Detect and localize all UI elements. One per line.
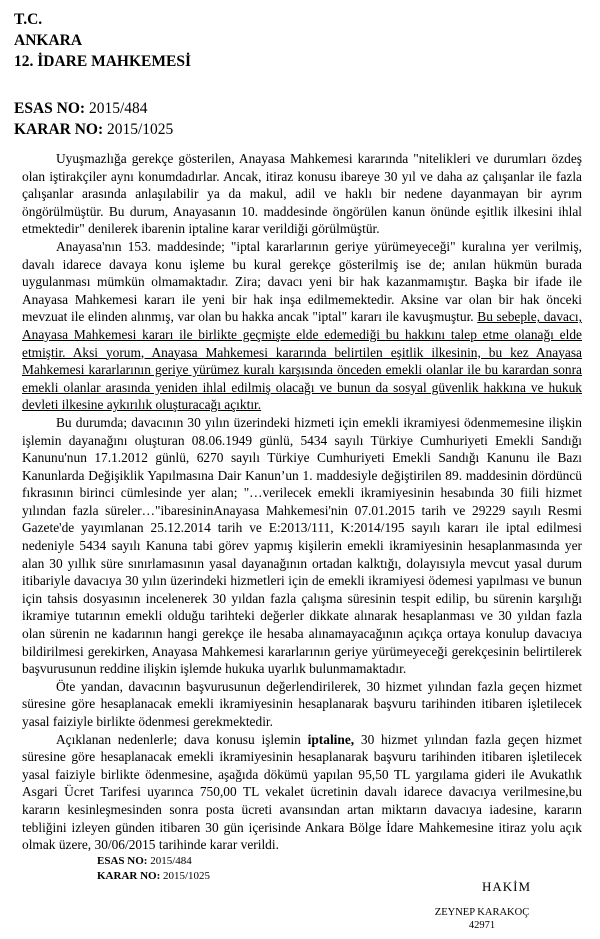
karar-label: KARAR NO: [14, 121, 104, 138]
decision-body [22, 150, 582, 854]
footer-esas-no [97, 854, 192, 868]
header-court: 12. İDARE MAHKEMESİ [14, 53, 191, 70]
judge-title: HAKİM [482, 879, 532, 894]
footer-esas-value: 2015/484 [150, 855, 192, 867]
paragraph-2-text: Anayasa'nın 153. maddesinde; "iptal kararlarının geriye yürümeyeceği" kuralına yer verilmiş, davalı idarece davaya konu işleme bu kural gerekçe gösterilmiş ise de; anılan hükmün burada uygulanması mümkün olmamaktadır. Zira; davacı yeni bir hak kazanmamıştır. Başka bir ifade ile Anayasa Mahkemesi kararı ile yeni bir hak inşa edilmemektedir. Aksine var olan bir hak önceki mevzuat ile elinden alınmış, var olan bu hakka ancak "iptal" kararı ile kavuşmuştur. [22, 238, 582, 325]
esas-label: ESAS NO: [14, 100, 86, 117]
paragraph-5 [22, 731, 582, 854]
paragraph-5-end: 30 hizmet yılından fazla geçen hizmet süresine göre hesaplanacak emekli ikramiyesinin hesaplanarak başvuru tarihinden itibaren işletilecek yasal faiziyle birlikte ödenmesine, aşağıda dökümü yapılan 95,50 TL yargılama gideri ile Avukatlık Asgari Ücret Tarifesi uyarınca 750,00 TL vekalet ücretinin davalı idarece davacıya verilmesine,bu kararın kesinleşmesinden sonra posta ücreti avansından artan miktarın davacıya iadesine, kararın tebliğini izleyen günden itibaren 30 gün içerisinde Ankara Bölge İdare Mahkemesine itiraz yolu açık olmak üzere, 30/06/2015 tarihinde karar verildi. [22, 731, 582, 853]
paragraph-5-start: Açıklanan nedenlerle; dava konusu işlemin [56, 731, 308, 747]
paragraph-1: Uyuşmazlığa gerekçe gösterilen, Anayasa Mahkemesi kararında "nitelikleri ve durumları özdeş olan iştirakçiler aynı konumdadırlar. Ancak, itiraz konusu ibareye 30 yıl ve daha az çalışanlar ile fazla çalışanlar arasında anlaşılabilir ya da makul, adil ve haklı bir nedene dayanmayan bir ayrım öngörülmüştür. Bu durum, Anayasanın 10. maddesinde öngörülen kanun önünde eşitlik ilkesini ihlal etmektedir" denilerek ibarenin iptaline karar verildiği görülmüştür. [22, 151, 582, 237]
footer-karar-no [97, 869, 210, 883]
paragraph-2-underlined: Bu sebeple, davacı, Anayasa Mahkemesi kararı ile birlikte geçmişte elde edemediği bu hakkını talep etme olanağı elde etmiştir. Aksi yorum, Anayasa Mahkemesi kararında belirtilen eşitlik ilkesinin, bu kez Anayasa Mahkemesi kararlarının geriye yürümez kuralı karşısında önceden emekli olanlar ile bu karardan sonra emekli olanlar arasında yeniden ihlal edilmiş olacağı ve bunun da sosyal güvenlik hakkına ve hukuk devleti ilkesine aykırılık oluşturacağı açıktır. [22, 309, 582, 413]
judge-number: 42971 [468, 920, 496, 931]
header-city: ANKARA [14, 32, 83, 49]
paragraph-5-bold: iptaline, [307, 731, 355, 747]
footer-esas-label: ESAS NO: [97, 855, 148, 867]
header-karar-no [14, 120, 173, 139]
footer-karar-value: 2015/1025 [163, 870, 211, 882]
paragraph-3: Bu durumda; davacının 30 yılın üzerindeki hizmeti için emekli ikramiyesi ödenmemesine ilişkin işlemin dayanağını oluşturan 08.06.1949 günlü, 5434 sayılı Türkiye Cumhuriyeti Emekli Sandığı Kanunu'nun 17.1.2012 günlü, 6270 sayılı Türkiye Cumhuriyeti Emekli Sandığı Kanunu ile Bazı Kanunlarda Değişiklik Yapılmasına Dair Kanun’un 1. maddesiyle değiştirilen 89. maddesinin dördüncü fıkrasının birinci cümlesinde yer alan; "…verilecek emekli ikramiyesinin hesabında 30 fiili hizmet yılından fazla süreler…"ibaresininAnayasa Mahkemesi'nin 07.01.2015 tarih ve 29229 sayılı Resmi Gazete'de yayımlanan 25.12.2014 tarih ve E:2013/111, K:2014/195 sayılı kararı ile iptal edilmesi nedeniyle 5434 sayılı Kanuna tabi görev yapmış kişilerin emekli ikramiyesinin hesaplanmasında yer alan 30 yıllık süre sınırlamasının yasal dayanağının ortadan kalktığı, dolayısıyla mevcut yasal durum itibariyle davacıya 30 yılın üzerindeki hizmetleri için de emekli ikramiyesi ödemesi yapılması ve bunun için tahsis dosyasının incelenerek 30 yıldan fazla çalışma süresinin tespit edilip, bu sürenin karşılığı ikramiye tutarının emekli olduğu tarihteki değerler dikkate alınarak hesaplanması ve 30 yıldan fazla olan sürenin ne kadarının hangi gerekçe ile hesaba alınamayacağının açıkça ortaya konulup davacıya bildirilmesi gerekirken, Anayasa Mahkemesi kararlarının geriye yürümeyeceği gerekçesinin belirtilerek başvurusunun reddine ilişkin işlemde hukuka uyarlık bulunmamaktadır. [22, 414, 582, 677]
karar-value: 2015/1025 [107, 121, 174, 138]
paragraph-2 [22, 238, 582, 414]
footer-karar-label: KARAR NO: [97, 870, 161, 882]
esas-value: 2015/484 [88, 100, 148, 117]
paragraph-4: Öte yandan, davacının başvurusunun değerlendirilerek, 30 hizmet yılından fazla geçen hizmet süresine göre hesaplanacak emekli ikramiyesinin hesaplanarak başvuru tarihinden itibaren işletilecek yasal faiziyle birlikte ödenmesi gerekmektedir. [22, 678, 582, 729]
judge-name: ZEYNEP KARAKOÇ [434, 907, 530, 918]
header-esas-no [14, 99, 148, 118]
header-country: T.C. [14, 11, 43, 28]
